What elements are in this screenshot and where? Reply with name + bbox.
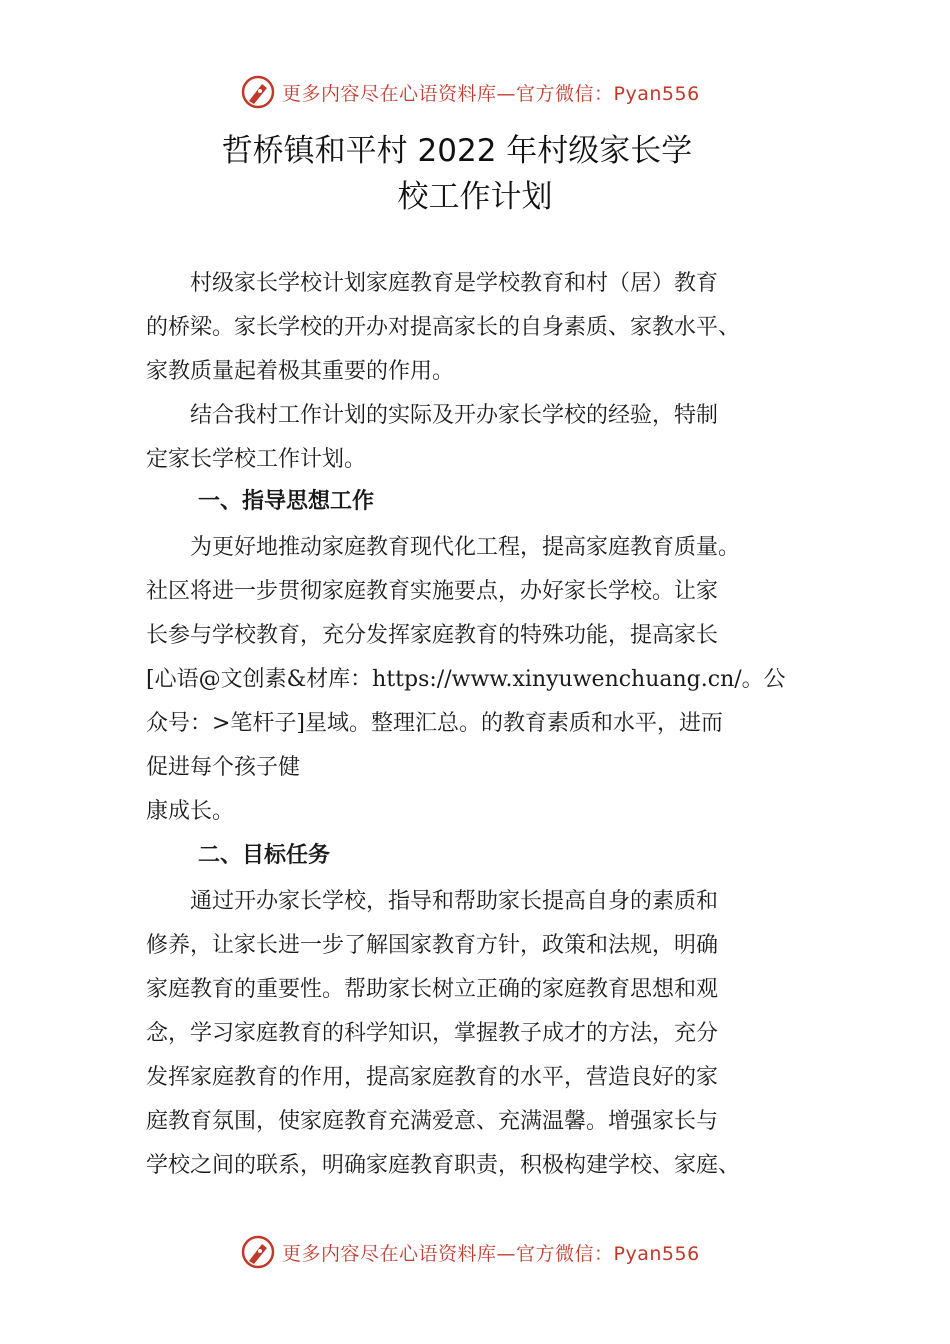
section-2-body — [146, 880, 836, 1188]
text-line: 促进每个孩子健 — [146, 755, 301, 780]
header-watermark — [240, 72, 700, 112]
document-title-line-2: 校工作计划 — [397, 179, 553, 215]
watermark-text: 更多内容尽在心语资料库—官方微信：Pyan556 — [282, 82, 700, 105]
text-line: 康成长。 — [146, 799, 235, 824]
text-line: 家庭教育的重要性。帮助家长树立正确的家庭教育思想和观 — [146, 977, 719, 1002]
text-line: 念，学习家庭教育的科学知识，掌握教子成才的方法，充分 — [146, 1021, 719, 1046]
text-line: 村级家长学校计划家庭教育是学校教育和村（居）教育 — [146, 271, 719, 296]
text-line: 修养，让家长进一步了解国家教育方针，政策和法规，明确 — [146, 933, 719, 958]
pen-nib-logo-icon — [240, 1234, 276, 1270]
text-line: 为更好地推动家庭教育现代化工程，提高家庭教育质量。 — [146, 535, 741, 560]
text-line: 长参与学校教育，充分发挥家庭教育的特殊功能，提高家长 — [146, 623, 719, 648]
text-line: 通过开办家长学校，指导和帮助家长提高自身的素质和 — [146, 889, 719, 914]
text-line: 定家长学校工作计划。 — [146, 447, 367, 472]
text-line: 众号：>笔杆子]星域。整理汇总。的教育素质和水平，进而 — [146, 711, 724, 736]
text-line: 的桥梁。家长学校的开办对提高家长的自身素质、家教水平、 — [146, 315, 741, 340]
text-line: 家教质量起着极其重要的作用。 — [146, 359, 455, 384]
watermark-text: 更多内容尽在心语资料库—官方微信：Pyan556 — [282, 1242, 700, 1265]
section-2-heading: 二、目标任务 — [198, 843, 331, 868]
section-1-heading: 一、指导思想工作 — [198, 489, 375, 514]
section-1-body — [146, 526, 836, 834]
text-line: [心语@文创素&材库：https://www.xinyuwenchuang.cn/。公 — [146, 667, 786, 692]
footer-watermark — [240, 1232, 700, 1272]
text-line: 发挥家庭教育的作用，提高家庭教育的水平，营造良好的家 — [146, 1065, 719, 1090]
text-line: 结合我村工作计划的实际及开办家长学校的经验，特制 — [146, 403, 719, 428]
document-title-line-1: 哲桥镇和平村 2022 年村级家长学 — [221, 133, 693, 169]
text-line: 社区将进一步贯彻家庭教育实施要点，办好家长学校。让家 — [146, 579, 719, 604]
text-line: 庭教育氛围，使家庭教育充满爱意、充满温馨。增强家长与 — [146, 1109, 719, 1134]
intro-paragraph-2 — [146, 394, 836, 482]
intro-paragraph-1 — [146, 262, 836, 394]
pen-nib-logo-icon — [240, 74, 276, 110]
text-line: 学校之间的联系，明确家庭教育职责，积极构建学校、家庭、 — [146, 1153, 741, 1178]
